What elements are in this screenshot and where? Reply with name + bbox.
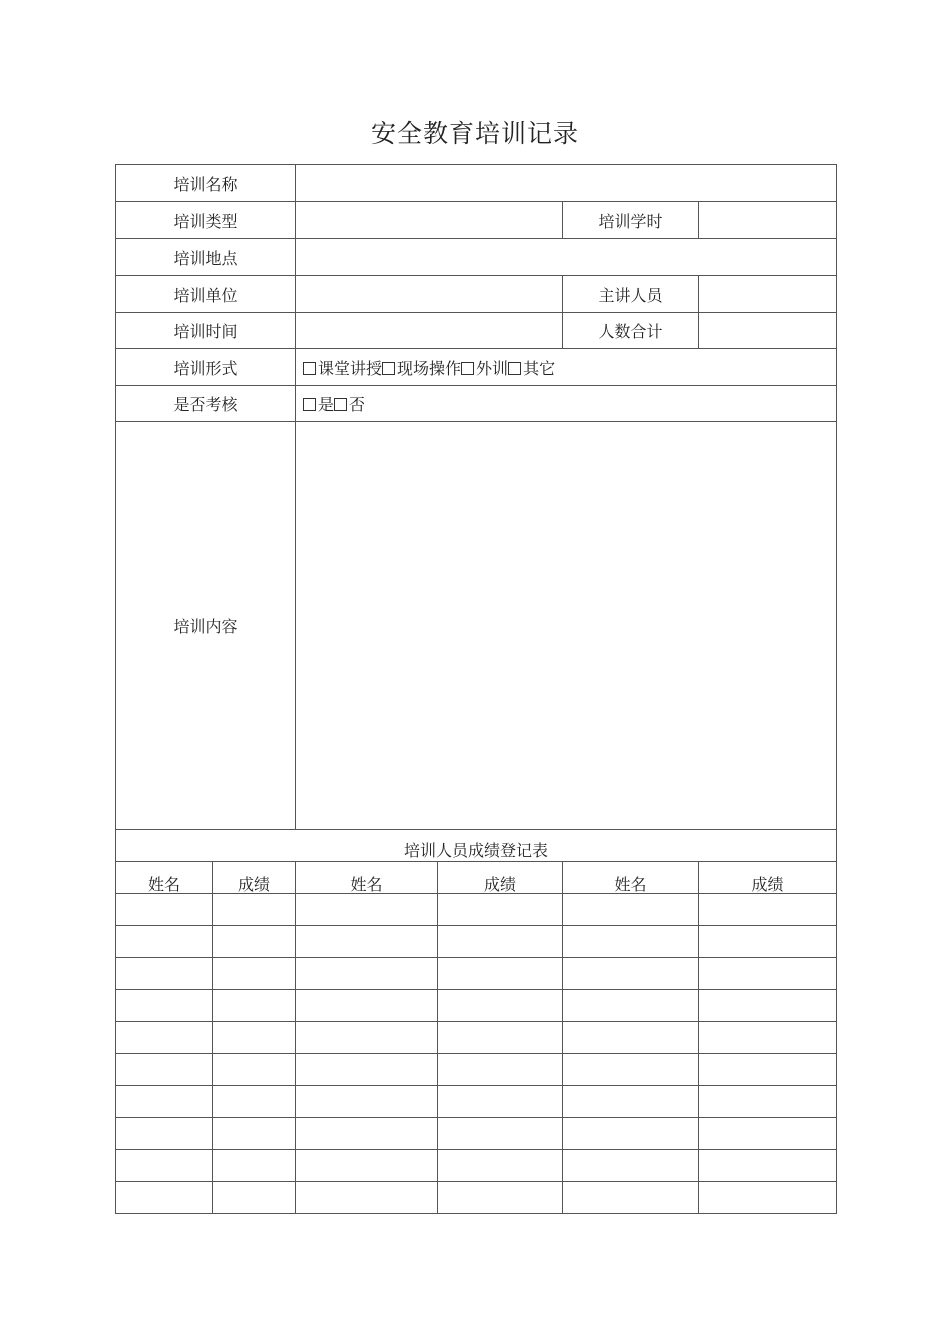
training-name-label: 培训名称 [116, 165, 296, 202]
score-cell[interactable] [438, 893, 563, 925]
score-cell[interactable] [438, 1021, 563, 1053]
score-cell[interactable] [438, 1085, 563, 1117]
name-cell[interactable] [116, 1181, 213, 1213]
table-row [116, 925, 837, 957]
score-cell[interactable] [699, 957, 837, 989]
name-cell[interactable] [116, 1053, 213, 1085]
score-cell[interactable] [438, 989, 563, 1021]
lecturer-label: 主讲人员 [563, 276, 699, 313]
row-training-time [116, 313, 837, 349]
name-cell[interactable] [116, 893, 213, 925]
score-cell[interactable] [699, 925, 837, 957]
name-cell[interactable] [116, 957, 213, 989]
training-time-field[interactable] [296, 313, 563, 349]
score-cell[interactable] [699, 1085, 837, 1117]
name-cell[interactable] [563, 893, 699, 925]
name-cell[interactable] [296, 1149, 438, 1181]
training-location-label: 培训地点 [116, 239, 296, 276]
header-name-1: 姓名 [116, 861, 213, 893]
option-external-label: 外训 [476, 358, 509, 378]
score-table-title: 培训人员成绩登记表 [116, 829, 837, 861]
option-classroom-label: 课堂讲授 [318, 358, 383, 378]
name-cell[interactable] [116, 1021, 213, 1053]
name-cell[interactable] [296, 925, 438, 957]
name-cell[interactable] [563, 1149, 699, 1181]
row-training-location [116, 239, 837, 276]
table-row [116, 1149, 837, 1181]
training-format-options [296, 349, 837, 386]
row-training-unit [116, 276, 837, 313]
name-cell[interactable] [563, 925, 699, 957]
table-row [116, 989, 837, 1021]
score-cell[interactable] [699, 1117, 837, 1149]
training-hours-field[interactable] [699, 202, 837, 239]
training-name-field[interactable] [296, 165, 837, 202]
checkbox-other[interactable] [508, 362, 521, 375]
name-cell[interactable] [116, 989, 213, 1021]
table-row [116, 957, 837, 989]
name-cell[interactable] [296, 1053, 438, 1085]
score-cell[interactable] [438, 925, 563, 957]
headcount-label: 人数合计 [563, 313, 699, 349]
score-cell[interactable] [213, 925, 296, 957]
score-cell[interactable] [213, 1149, 296, 1181]
assessment-options [296, 386, 837, 422]
name-cell[interactable] [296, 1117, 438, 1149]
name-cell[interactable] [296, 989, 438, 1021]
score-cell[interactable] [438, 957, 563, 989]
training-location-field[interactable] [296, 239, 837, 276]
score-cell[interactable] [213, 957, 296, 989]
training-format-label: 培训形式 [116, 349, 296, 386]
name-cell[interactable] [563, 1053, 699, 1085]
training-content-field[interactable] [296, 422, 837, 829]
training-type-label: 培训类型 [116, 202, 296, 239]
name-cell[interactable] [296, 957, 438, 989]
training-content-label: 培训内容 [116, 422, 296, 829]
training-time-label: 培训时间 [116, 313, 296, 349]
score-cell[interactable] [213, 1181, 296, 1213]
header-name-3: 姓名 [563, 861, 699, 893]
header-score-1: 成绩 [213, 861, 296, 893]
checkbox-no[interactable] [334, 398, 347, 411]
score-cell[interactable] [699, 893, 837, 925]
score-cell[interactable] [213, 989, 296, 1021]
name-cell[interactable] [563, 1021, 699, 1053]
score-cell[interactable] [699, 1021, 837, 1053]
table-row [116, 893, 837, 925]
table-row [116, 1117, 837, 1149]
option-yes-label: 是 [318, 395, 335, 415]
name-cell[interactable] [563, 1085, 699, 1117]
row-assessment [116, 386, 837, 422]
training-type-field[interactable] [296, 202, 563, 239]
score-cell[interactable] [213, 893, 296, 925]
name-cell[interactable] [116, 1117, 213, 1149]
name-cell[interactable] [116, 925, 213, 957]
option-no-label: 否 [349, 395, 366, 415]
name-cell[interactable] [563, 1117, 699, 1149]
name-cell[interactable] [296, 1021, 438, 1053]
score-cell[interactable] [213, 1117, 296, 1149]
training-hours-label: 培训学时 [563, 202, 699, 239]
score-cell[interactable] [699, 1149, 837, 1181]
table-row [116, 1021, 837, 1053]
header-name-2: 姓名 [296, 861, 438, 893]
name-cell[interactable] [563, 989, 699, 1021]
lecturer-field[interactable] [699, 276, 837, 313]
headcount-field[interactable] [699, 313, 837, 349]
score-cell[interactable] [699, 1053, 837, 1085]
name-cell[interactable] [296, 1085, 438, 1117]
row-training-content [116, 422, 837, 829]
score-header-row [116, 861, 837, 893]
name-cell[interactable] [296, 893, 438, 925]
score-rows [116, 893, 837, 1213]
row-training-format [116, 349, 837, 386]
row-score-section-title [116, 829, 837, 861]
training-unit-field[interactable] [296, 276, 563, 313]
checkbox-external[interactable] [461, 362, 474, 375]
checkbox-onsite[interactable] [382, 362, 395, 375]
name-cell[interactable] [563, 957, 699, 989]
training-unit-label: 培训单位 [116, 276, 296, 313]
score-cell[interactable] [438, 1149, 563, 1181]
training-record-table [115, 164, 837, 1214]
score-cell[interactable] [699, 1181, 837, 1213]
header-score-2: 成绩 [438, 861, 563, 893]
row-training-name [116, 165, 837, 202]
score-cell[interactable] [213, 1021, 296, 1053]
table-row [116, 1181, 837, 1213]
score-cell[interactable] [213, 1085, 296, 1117]
table-row [116, 1085, 837, 1117]
score-cell[interactable] [699, 989, 837, 1021]
score-cell[interactable] [438, 1181, 563, 1213]
row-training-type [116, 202, 837, 239]
name-cell[interactable] [116, 1085, 213, 1117]
assessment-label: 是否考核 [116, 386, 296, 422]
option-other-label: 其它 [523, 358, 556, 378]
checkbox-classroom[interactable] [303, 362, 316, 375]
name-cell[interactable] [116, 1149, 213, 1181]
name-cell[interactable] [296, 1181, 438, 1213]
score-cell[interactable] [213, 1053, 296, 1085]
score-cell[interactable] [438, 1053, 563, 1085]
name-cell[interactable] [563, 1181, 699, 1213]
option-onsite-label: 现场操作 [397, 358, 462, 378]
score-cell[interactable] [438, 1117, 563, 1149]
table-row [116, 1053, 837, 1085]
checkbox-yes[interactable] [303, 398, 316, 411]
header-score-3: 成绩 [699, 861, 837, 893]
page-title: 安全教育培训记录 [370, 119, 579, 148]
